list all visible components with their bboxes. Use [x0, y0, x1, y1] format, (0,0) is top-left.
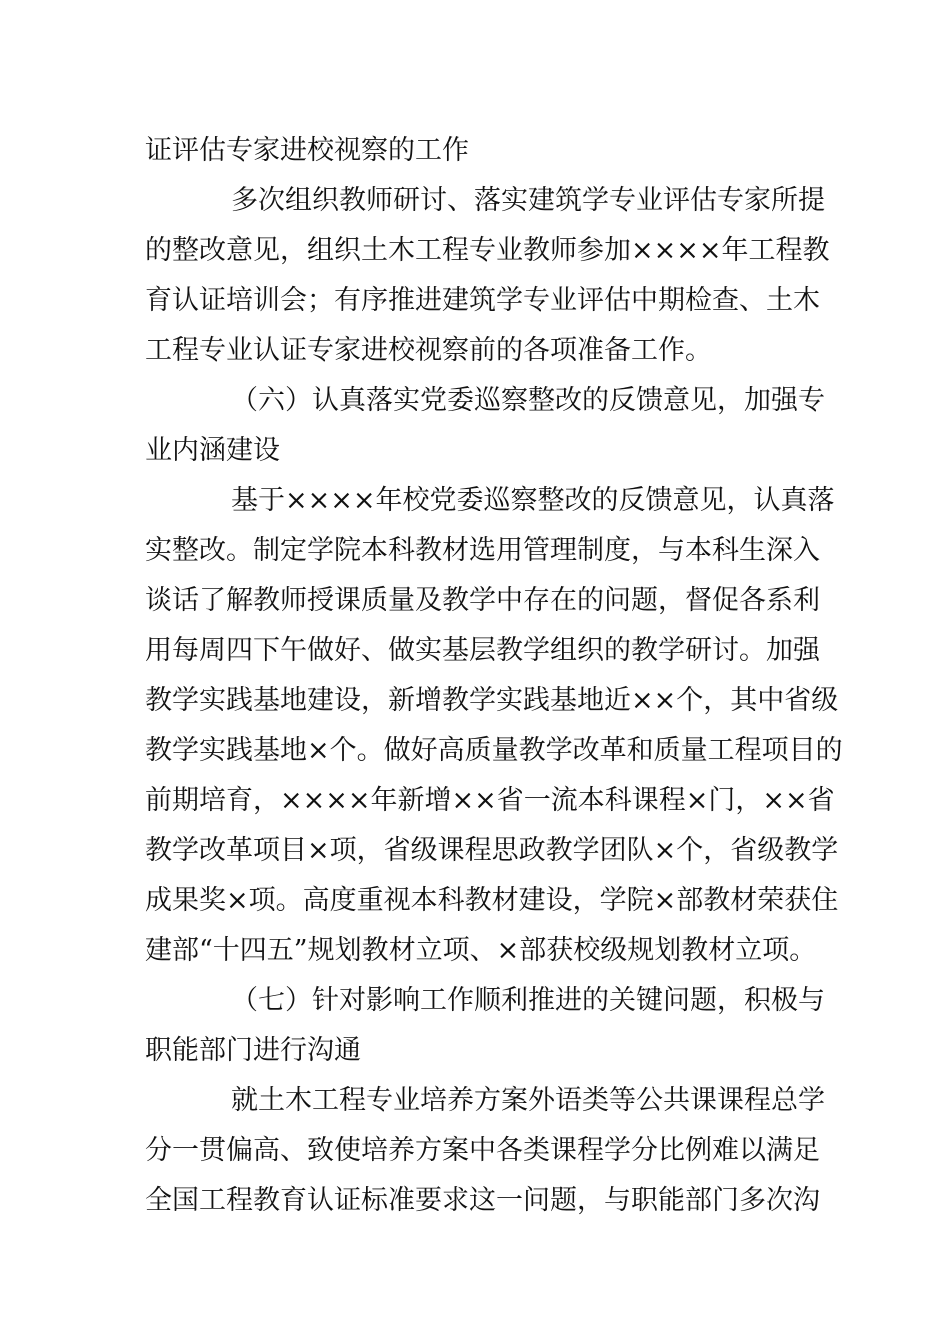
- text-line: 前期培育，××××年新增××省一流本科课程×门，××省: [145, 785, 835, 816]
- section-heading-7-cont: 职能部门进行沟通: [145, 1035, 361, 1066]
- section-heading-7: （七）针对影响工作顺利推进的关键问题，积极与: [231, 985, 825, 1016]
- section-heading-6: （六）认真落实党委巡察整改的反馈意见，加强专: [231, 385, 825, 416]
- paragraph-first-line: 基于××××年校党委巡察整改的反馈意见，认真落: [231, 485, 835, 516]
- text-line: 用每周四下午做好、做实基层教学组织的教学研讨。加强: [145, 635, 820, 666]
- text-line: 成果奖×项。高度重视本科教材建设，学院×部教材荣获住: [145, 885, 839, 916]
- section-heading-6-cont: 业内涵建设: [145, 435, 280, 466]
- text-line: 建部“十四五”规划教材立项、×部获校级规划教材立项。: [145, 935, 817, 966]
- text-line: 全国工程教育认证标准要求这一问题，与职能部门多次沟: [145, 1185, 820, 1216]
- text-line: 育认证培训会；有序推进建筑学专业评估中期检查、土木: [145, 285, 820, 316]
- paragraph-first-line: 就土木工程专业培养方案外语类等公共课课程总学: [231, 1085, 825, 1116]
- text-line: 分一贯偏高、致使培养方案中各类课程学分比例难以满足: [145, 1135, 820, 1166]
- text-line: 证评估专家进校视察的工作: [145, 135, 469, 166]
- paragraph-first-line: 多次组织教师研讨、落实建筑学专业评估专家所提: [231, 185, 825, 216]
- text-line: 谈话了解教师授课质量及教学中存在的问题，督促各系利: [145, 585, 820, 616]
- text-line: 工程专业认证专家进校视察前的各项准备工作。: [145, 335, 712, 366]
- text-line: 教学改革项目×项，省级课程思政教学团队×个，省级教学: [145, 835, 839, 866]
- text-line: 教学实践基地×个。做好高质量教学改革和质量工程项目的: [145, 735, 843, 766]
- text-line: 的整改意见，组织土木工程专业教师参加××××年工程教: [145, 235, 830, 266]
- text-line: 教学实践基地建设，新增教学实践基地近××个，其中省级: [145, 685, 839, 716]
- text-line: 实整改。制定学院本科教材选用管理制度，与本科生深入: [145, 535, 820, 566]
